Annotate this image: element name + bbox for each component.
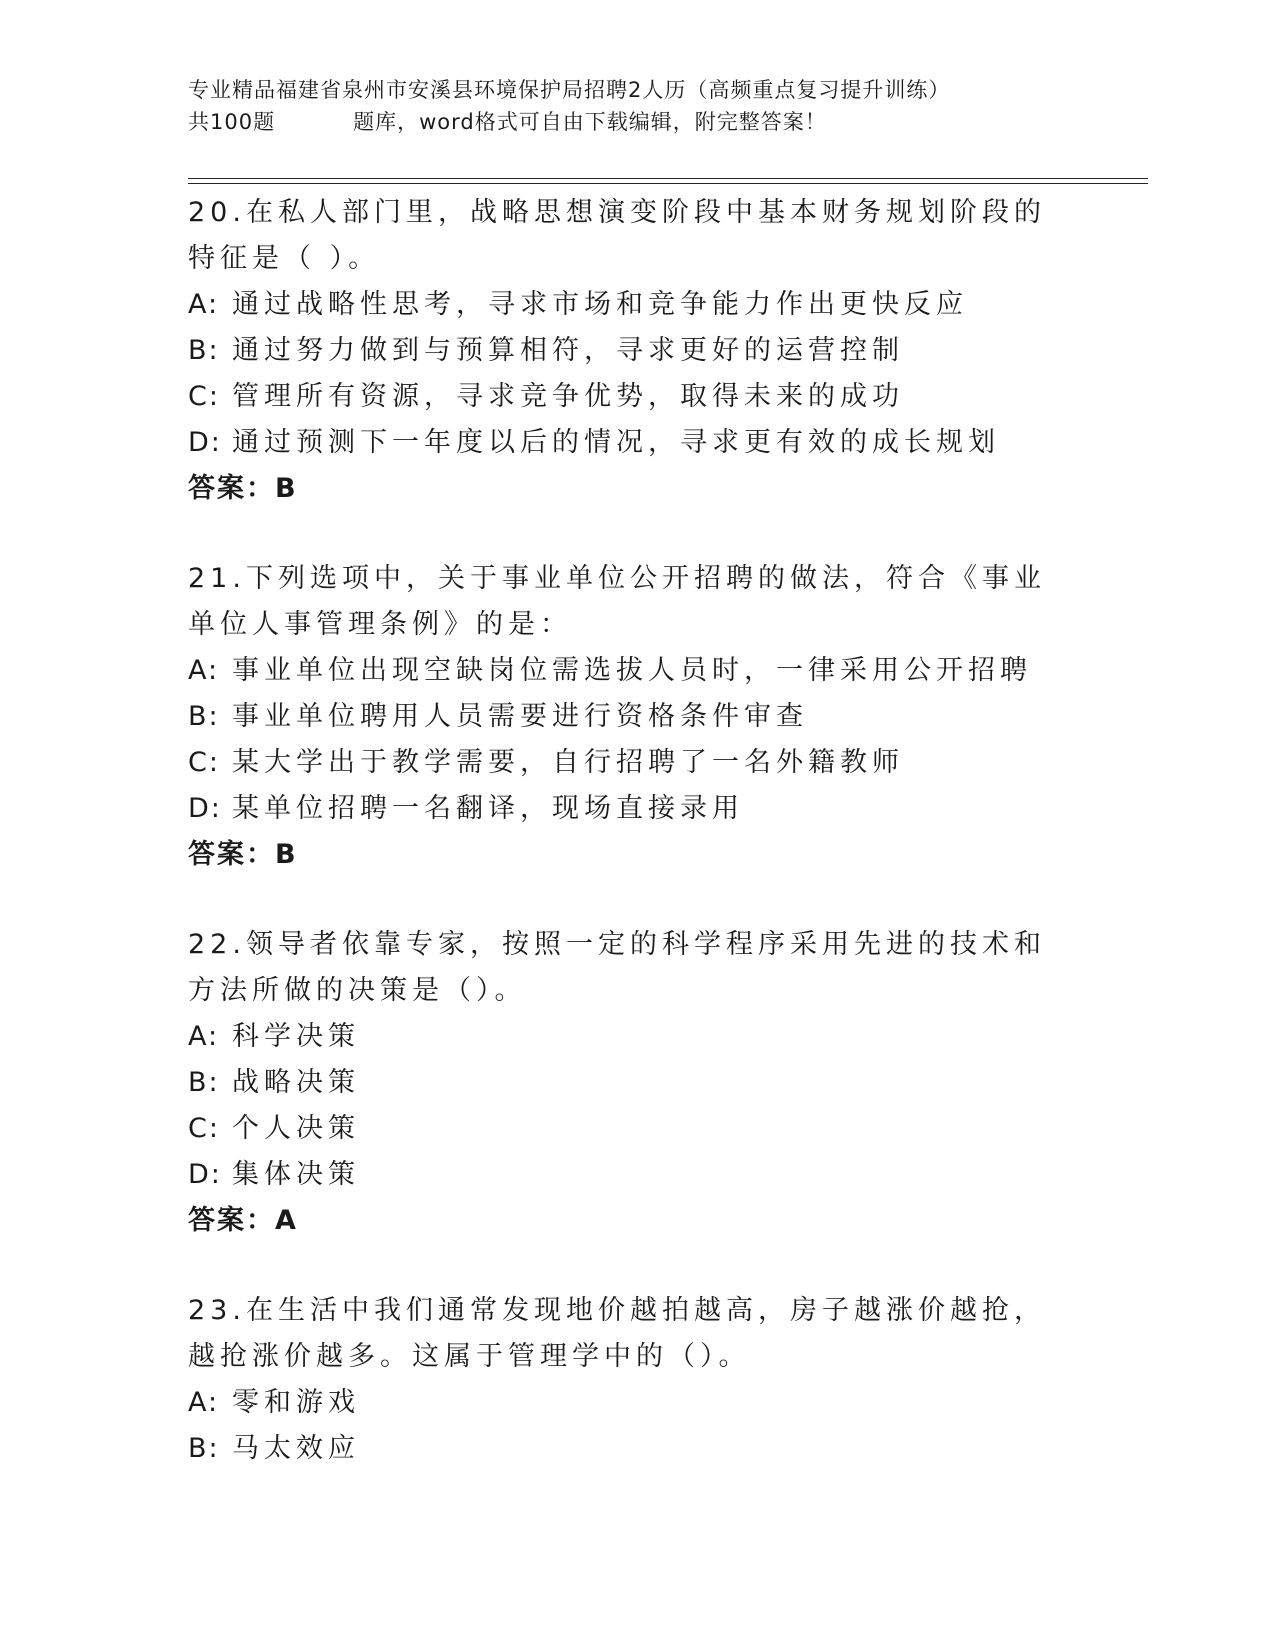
option-text: 某单位招聘一名翻译，现场直接录用 [232,793,744,824]
option-d [188,420,1088,466]
option-key: C: [188,747,220,778]
option-a [188,1014,1088,1060]
option-key: B: [188,701,220,732]
question-stem: 20.在私人部门里，战略思想演变阶段中基本财务规划阶段的特征是（ ）。 [188,197,1046,274]
option-b [188,328,1088,374]
header-title: 专业精品福建省泉州市安溪县环境保护局招聘2人历（高频重点复习提升训练） [188,78,951,102]
question-stem: 23.在生活中我们通常发现地价越拍越高，房子越涨价越抢，越抢涨价越多。这属于管理学中的（）。 [188,1295,1046,1372]
answer-line: 答案：B [188,839,298,870]
document-header [188,74,1068,138]
option-key: A: [188,1387,220,1418]
option-text: 集体决策 [232,1159,360,1190]
header-divider-top [188,178,1148,179]
question-22 [188,922,1088,1244]
answer-line: 答案：B [188,473,298,504]
option-text: 事业单位出现空缺岗位需选拔人员时，一律采用公开招聘 [232,655,1032,686]
question-list [188,190,1088,1516]
option-b [188,694,1088,740]
option-b [188,1060,1088,1106]
option-c [188,1106,1088,1152]
option-text: 事业单位聘用人员需要进行资格条件审查 [232,701,808,732]
header-note: 题库，word格式可自由下载编辑，附完整答案！ [353,110,827,134]
option-key: C: [188,381,220,412]
option-text: 马太效应 [232,1433,360,1464]
option-key: D: [188,427,222,458]
question-21 [188,556,1088,878]
option-key: B: [188,335,220,366]
option-a [188,648,1088,694]
header-divider-bottom [188,183,1148,184]
option-key: A: [188,289,220,320]
option-text: 个人决策 [232,1113,360,1144]
option-c [188,740,1088,786]
option-c [188,374,1088,420]
option-key: B: [188,1433,220,1464]
question-20 [188,190,1088,512]
option-text: 管理所有资源，寻求竞争优势，取得未来的成功 [232,381,904,412]
option-text: 战略决策 [232,1067,360,1098]
option-text: 通过战略性思考，寻求市场和竞争能力作出更快反应 [232,289,968,320]
option-text: 某大学出于教学需要，自行招聘了一名外籍教师 [232,747,904,778]
option-text: 零和游戏 [232,1387,360,1418]
answer-line: 答案：A [188,1205,298,1236]
option-d [188,1152,1088,1198]
question-stem: 21.下列选项中，关于事业单位公开招聘的做法，符合《事业单位人事管理条例》的是： [188,563,1046,640]
option-key: D: [188,793,222,824]
option-key: A: [188,1021,220,1052]
option-a [188,1380,1088,1426]
option-key: C: [188,1113,220,1144]
option-a [188,282,1088,328]
question-23 [188,1288,1088,1472]
option-b [188,1426,1088,1472]
option-key: B: [188,1067,220,1098]
header-count: 共100题 [188,110,276,134]
option-text: 科学决策 [232,1021,360,1052]
option-d [188,786,1088,832]
option-text: 通过预测下一年度以后的情况，寻求更有效的成长规划 [232,427,1000,458]
option-key: A: [188,655,220,686]
option-key: D: [188,1159,222,1190]
option-text: 通过努力做到与预算相符，寻求更好的运营控制 [232,335,904,366]
question-stem: 22.领导者依靠专家，按照一定的科学程序采用先进的技术和方法所做的决策是（）。 [188,929,1046,1006]
header-subtitle [188,106,1068,138]
